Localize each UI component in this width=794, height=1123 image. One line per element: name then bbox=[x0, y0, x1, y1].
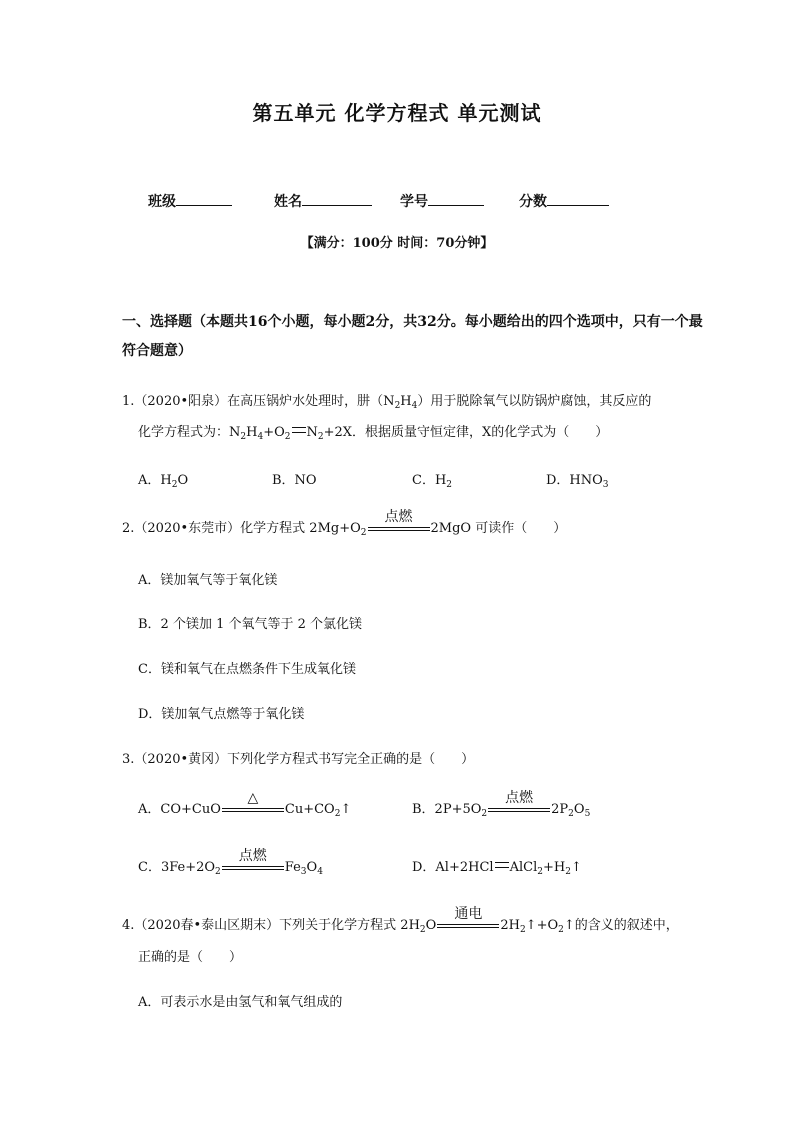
subscript: 2 bbox=[171, 480, 178, 490]
question-text: 下列关于化学方程式 2H bbox=[279, 918, 420, 933]
class-field bbox=[148, 191, 232, 211]
question-4 bbox=[122, 906, 679, 935]
condition-label: 点燃 bbox=[238, 848, 267, 864]
q2-option-a[interactable]: A．镁加氧气等于氧化镁 bbox=[138, 573, 278, 588]
subscript: 2 bbox=[394, 401, 401, 411]
question-source: （2020春•泰山区期末） bbox=[134, 918, 280, 933]
question-text: H bbox=[246, 425, 258, 440]
question-text: +O bbox=[263, 425, 285, 440]
subscript: 3 bbox=[300, 867, 307, 877]
question-1-equation-line bbox=[138, 421, 608, 440]
question-text: 2H bbox=[500, 918, 520, 933]
page-title: 第五单元 化学方程式 单元测试 bbox=[252, 101, 542, 125]
equals-rule bbox=[437, 927, 499, 928]
question-3 bbox=[122, 748, 474, 767]
score-label: 分数 bbox=[519, 194, 547, 210]
q1-option-a[interactable] bbox=[138, 469, 188, 488]
name-blank[interactable] bbox=[302, 191, 372, 206]
q1-option-b[interactable] bbox=[272, 469, 317, 488]
subscript: 2 bbox=[568, 809, 574, 819]
q3-option-c[interactable] bbox=[138, 848, 323, 877]
question-number: 4. bbox=[122, 918, 135, 933]
reaction-condition bbox=[437, 906, 499, 929]
question-4-line2: 正确的是（ ） bbox=[138, 950, 243, 965]
score-field bbox=[519, 191, 609, 211]
q1-option-c[interactable] bbox=[412, 469, 452, 488]
student-id-field bbox=[400, 191, 484, 211]
question-source: （2020•黄冈） bbox=[134, 752, 228, 767]
student-id-label: 学号 bbox=[400, 194, 428, 210]
subscript: 3 bbox=[602, 480, 609, 490]
q3-option-d[interactable] bbox=[412, 856, 582, 875]
subscript: 2 bbox=[284, 432, 291, 442]
name-field bbox=[274, 191, 372, 211]
question-text: ↑+O bbox=[525, 918, 559, 933]
subscript: 2 bbox=[240, 432, 247, 442]
option-text: O bbox=[573, 802, 585, 817]
question-text: 化学方程式 2Mg+O bbox=[240, 521, 361, 536]
score-blank[interactable] bbox=[547, 191, 609, 206]
subscript: 4 bbox=[317, 867, 323, 877]
question-text: 2MgO 可读作（ ） bbox=[430, 521, 567, 536]
condition-label: 点燃 bbox=[384, 509, 413, 525]
section-heading: 一、选择题（本题共16个小题，每小题2分，共32分。每小题给出的四个选项中，只有一个最符合题意） bbox=[122, 314, 703, 359]
q3-option-b[interactable] bbox=[412, 790, 591, 819]
equals-rule bbox=[368, 527, 430, 528]
subscript: 2 bbox=[537, 867, 543, 877]
subscript: 2 bbox=[446, 480, 453, 490]
gas-arrow: ↑ bbox=[570, 860, 582, 875]
question-source: （2020•东莞市） bbox=[134, 521, 241, 536]
question-text: 下列化学方程式书写完全正确的是（ ） bbox=[227, 752, 475, 767]
subscript: 2 bbox=[419, 925, 426, 935]
option-text: O bbox=[306, 860, 318, 875]
subscript: 2 bbox=[334, 809, 341, 819]
q2-option-d[interactable]: D．镁加氧气点燃等于氧化镁 bbox=[138, 707, 305, 722]
name-label: 姓名 bbox=[274, 194, 302, 210]
subscript: 2 bbox=[565, 867, 571, 877]
option-text: B．NO bbox=[272, 473, 317, 488]
option-text: Cu+CO bbox=[284, 802, 335, 817]
question-number: 3. bbox=[122, 752, 135, 767]
heat-triangle: △ bbox=[247, 790, 259, 806]
option-text: Fe bbox=[284, 860, 301, 875]
equals-sign bbox=[292, 427, 306, 433]
question-text: O bbox=[425, 918, 437, 933]
q1-option-d[interactable] bbox=[546, 469, 609, 488]
question-1 bbox=[122, 390, 651, 409]
equals-rule bbox=[222, 808, 284, 809]
subscript: 5 bbox=[584, 809, 591, 819]
student-id-blank[interactable] bbox=[428, 191, 484, 206]
gas-arrow: ↑ bbox=[340, 802, 352, 817]
q2-option-c[interactable]: C．镁和氧气在点燃条件下生成氧化镁 bbox=[138, 662, 356, 677]
question-number: 1. bbox=[122, 394, 135, 409]
question-text: ）用于脱除氧气以防锅炉腐蚀，其反应的 bbox=[417, 394, 652, 409]
subscript: 2 bbox=[519, 925, 526, 935]
question-2 bbox=[122, 509, 567, 538]
subscript: 4 bbox=[257, 432, 264, 442]
option-text: B．2P+5O bbox=[412, 802, 482, 817]
option-text: C．3Fe+2O bbox=[138, 860, 216, 875]
equals-rule bbox=[488, 811, 550, 812]
condition-label: 通电 bbox=[454, 906, 483, 922]
option-text: O bbox=[177, 473, 189, 488]
reaction-condition bbox=[488, 790, 550, 813]
equals-rule bbox=[437, 924, 499, 925]
question-text: N bbox=[306, 425, 318, 440]
question-text: 在高压锅炉水处理时，肼（N bbox=[227, 394, 395, 409]
option-text: +H bbox=[542, 860, 566, 875]
exam-info: 【满分：100分 时间：70分钟】 bbox=[300, 236, 494, 251]
equals-rule bbox=[222, 869, 284, 870]
option-text: A．H bbox=[138, 473, 172, 488]
option-text: C．H bbox=[412, 473, 447, 488]
q3-option-a[interactable] bbox=[138, 790, 352, 819]
reaction-condition bbox=[222, 848, 284, 871]
q2-option-b[interactable]: B．2 个镁加 1 个氧气等于 2 个氯化镁 bbox=[138, 617, 363, 632]
subscript: 2 bbox=[215, 867, 221, 877]
class-label: 班级 bbox=[148, 194, 176, 210]
equals-sign bbox=[495, 862, 509, 868]
class-blank[interactable] bbox=[176, 191, 232, 206]
option-text: D．Al+2HCl bbox=[412, 860, 494, 875]
subscript: 2 bbox=[481, 809, 488, 819]
subscript: 2 bbox=[317, 432, 324, 442]
option-text: D．HNO bbox=[546, 473, 603, 488]
question-text: H bbox=[400, 394, 412, 409]
reaction-condition bbox=[222, 790, 284, 813]
question-text: 化学方程式为：N bbox=[138, 425, 241, 440]
equals-rule bbox=[368, 530, 430, 531]
condition-label: 点燃 bbox=[505, 790, 534, 806]
subscript: 2 bbox=[360, 528, 367, 538]
option-text: A．CO+CuO bbox=[138, 802, 221, 817]
subscript: 4 bbox=[411, 401, 418, 411]
question-number: 2. bbox=[122, 521, 135, 536]
equals-rule bbox=[488, 808, 550, 809]
equals-rule bbox=[222, 866, 284, 867]
equals-rule bbox=[222, 811, 284, 812]
question-source: （2020•阳泉） bbox=[134, 394, 228, 409]
question-text: ↑的含义的叙述中， bbox=[563, 918, 679, 933]
option-text: AlCl bbox=[509, 860, 538, 875]
reaction-condition bbox=[368, 509, 430, 532]
question-text: +2X．根据质量守恒定律，X的化学式为（ ） bbox=[323, 425, 609, 440]
subscript: 2 bbox=[558, 925, 564, 935]
option-text: 2P bbox=[551, 802, 569, 817]
q4-option-a[interactable]: A．可表示水是由氢气和氧气组成的 bbox=[138, 995, 343, 1010]
